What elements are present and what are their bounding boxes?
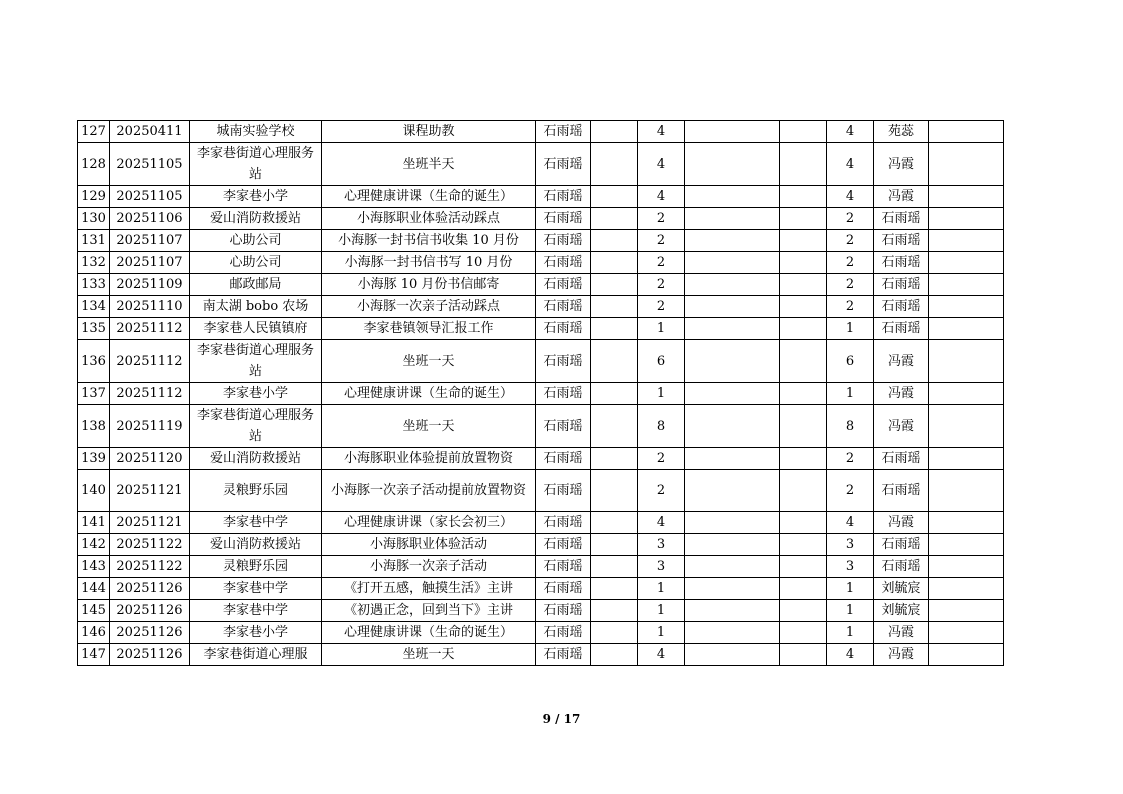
total-hours-cell: 3 xyxy=(827,556,874,578)
date-cell: 20251105 xyxy=(110,186,190,208)
row-number-cell: 145 xyxy=(78,600,110,622)
total-hours-cell: 1 xyxy=(827,600,874,622)
empty-cell-cell xyxy=(591,274,638,296)
row-number-cell: 144 xyxy=(78,578,110,600)
activity-content-cell: 小海豚一次亲子活动 xyxy=(322,556,536,578)
table-row xyxy=(78,121,1004,143)
empty-cell-cell xyxy=(780,578,827,600)
volunteer-name-cell: 石雨瑶 xyxy=(536,405,591,448)
activity-content-cell: 《打开五感，触摸生活》主讲 xyxy=(322,578,536,600)
empty-cell-cell xyxy=(929,644,1004,666)
empty-cell-cell xyxy=(685,230,780,252)
date-cell: 20251120 xyxy=(110,448,190,470)
empty-cell-cell xyxy=(929,252,1004,274)
date-cell: 20251126 xyxy=(110,644,190,666)
table-body xyxy=(78,121,1004,666)
reviewer-cell: 石雨瑶 xyxy=(874,296,929,318)
table-row xyxy=(78,252,1004,274)
empty-cell-cell xyxy=(929,578,1004,600)
empty-cell-cell xyxy=(685,448,780,470)
place-cell: 李家巷小学 xyxy=(190,186,322,208)
table-row xyxy=(78,186,1004,208)
hours-cell: 6 xyxy=(638,340,685,383)
date-cell: 20251122 xyxy=(110,556,190,578)
empty-cell-cell xyxy=(929,296,1004,318)
activity-content-cell: 《初遇正念，回到当下》主讲 xyxy=(322,600,536,622)
hours-cell: 2 xyxy=(638,448,685,470)
place-cell: 李家巷小学 xyxy=(190,622,322,644)
hours-cell: 4 xyxy=(638,121,685,143)
empty-cell-cell xyxy=(780,448,827,470)
table-row xyxy=(78,208,1004,230)
volunteer-name-cell: 石雨瑶 xyxy=(536,186,591,208)
table-row xyxy=(78,340,1004,383)
activity-content-cell: 小海豚职业体验活动 xyxy=(322,534,536,556)
empty-cell-cell xyxy=(591,318,638,340)
hours-cell: 2 xyxy=(638,252,685,274)
date-cell: 20250411 xyxy=(110,121,190,143)
empty-cell-cell xyxy=(929,274,1004,296)
empty-cell-cell xyxy=(929,600,1004,622)
volunteer-name-cell: 石雨瑶 xyxy=(536,578,591,600)
table-row xyxy=(78,534,1004,556)
hours-cell: 2 xyxy=(638,208,685,230)
place-cell: 李家巷人民镇镇府 xyxy=(190,318,322,340)
total-hours-cell: 2 xyxy=(827,230,874,252)
reviewer-cell: 石雨瑶 xyxy=(874,230,929,252)
activity-content-cell: 小海豚一封书信书收集 10 月份 xyxy=(322,230,536,252)
empty-cell-cell xyxy=(780,252,827,274)
empty-cell-cell xyxy=(685,470,780,512)
volunteer-name-cell: 石雨瑶 xyxy=(536,383,591,405)
date-cell: 20251126 xyxy=(110,578,190,600)
empty-cell-cell xyxy=(591,534,638,556)
empty-cell-cell xyxy=(685,340,780,383)
volunteer-name-cell: 石雨瑶 xyxy=(536,470,591,512)
empty-cell-cell xyxy=(591,448,638,470)
empty-cell-cell xyxy=(591,208,638,230)
activity-content-cell: 课程助教 xyxy=(322,121,536,143)
empty-cell-cell xyxy=(591,186,638,208)
hours-cell: 4 xyxy=(638,143,685,186)
total-hours-cell: 4 xyxy=(827,143,874,186)
hours-cell: 2 xyxy=(638,274,685,296)
empty-cell-cell xyxy=(780,622,827,644)
activity-content-cell: 李家巷镇领导汇报工作 xyxy=(322,318,536,340)
reviewer-cell: 冯霞 xyxy=(874,405,929,448)
empty-cell-cell xyxy=(929,470,1004,512)
total-hours-cell: 4 xyxy=(827,644,874,666)
empty-cell-cell xyxy=(780,470,827,512)
place-cell: 灵粮野乐园 xyxy=(190,470,322,512)
reviewer-cell: 石雨瑶 xyxy=(874,318,929,340)
empty-cell-cell xyxy=(780,600,827,622)
reviewer-cell: 石雨瑶 xyxy=(874,274,929,296)
empty-cell-cell xyxy=(929,143,1004,186)
empty-cell-cell xyxy=(929,448,1004,470)
row-number-cell: 134 xyxy=(78,296,110,318)
table-row xyxy=(78,448,1004,470)
row-number-cell: 131 xyxy=(78,230,110,252)
empty-cell-cell xyxy=(591,230,638,252)
table-row xyxy=(78,578,1004,600)
reviewer-cell: 冯霞 xyxy=(874,512,929,534)
row-number-cell: 128 xyxy=(78,143,110,186)
place-cell: 李家巷小学 xyxy=(190,383,322,405)
empty-cell-cell xyxy=(685,622,780,644)
hours-cell: 1 xyxy=(638,622,685,644)
reviewer-cell: 冯霞 xyxy=(874,186,929,208)
empty-cell-cell xyxy=(780,274,827,296)
reviewer-cell: 石雨瑶 xyxy=(874,208,929,230)
total-hours-cell: 2 xyxy=(827,274,874,296)
total-hours-cell: 3 xyxy=(827,534,874,556)
total-hours-cell: 1 xyxy=(827,383,874,405)
activity-content-cell: 小海豚职业体验提前放置物资 xyxy=(322,448,536,470)
table-row xyxy=(78,622,1004,644)
activity-content-cell: 小海豚一次亲子活动踩点 xyxy=(322,296,536,318)
volunteer-name-cell: 石雨瑶 xyxy=(536,230,591,252)
total-hours-cell: 8 xyxy=(827,405,874,448)
empty-cell-cell xyxy=(685,318,780,340)
empty-cell-cell xyxy=(929,121,1004,143)
table-row xyxy=(78,296,1004,318)
total-hours-cell: 4 xyxy=(827,121,874,143)
total-hours-cell: 2 xyxy=(827,448,874,470)
row-number-cell: 143 xyxy=(78,556,110,578)
row-number-cell: 133 xyxy=(78,274,110,296)
empty-cell-cell xyxy=(591,405,638,448)
table-row xyxy=(78,512,1004,534)
hours-cell: 2 xyxy=(638,296,685,318)
activity-content-cell: 小海豚职业体验活动踩点 xyxy=(322,208,536,230)
empty-cell-cell xyxy=(780,186,827,208)
empty-cell-cell xyxy=(685,296,780,318)
activity-content-cell: 小海豚一次亲子活动提前放置物资 xyxy=(322,470,536,512)
date-cell: 20251105 xyxy=(110,143,190,186)
place-cell: 李家巷中学 xyxy=(190,512,322,534)
page-number: 9 / 17 xyxy=(542,712,581,726)
total-hours-cell: 1 xyxy=(827,318,874,340)
empty-cell-cell xyxy=(685,556,780,578)
hours-cell: 3 xyxy=(638,534,685,556)
empty-cell-cell xyxy=(591,121,638,143)
place-cell: 城南实验学校 xyxy=(190,121,322,143)
empty-cell-cell xyxy=(685,208,780,230)
empty-cell-cell xyxy=(685,252,780,274)
activity-content-cell: 心理健康讲课（生命的诞生） xyxy=(322,186,536,208)
date-cell: 20251112 xyxy=(110,383,190,405)
empty-cell-cell xyxy=(685,644,780,666)
reviewer-cell: 石雨瑶 xyxy=(874,470,929,512)
table-row xyxy=(78,405,1004,448)
hours-cell: 1 xyxy=(638,600,685,622)
total-hours-cell: 6 xyxy=(827,340,874,383)
volunteer-name-cell: 石雨瑶 xyxy=(536,448,591,470)
empty-cell-cell xyxy=(591,556,638,578)
row-number-cell: 146 xyxy=(78,622,110,644)
hours-cell: 1 xyxy=(638,318,685,340)
place-cell: 李家巷中学 xyxy=(190,578,322,600)
volunteer-name-cell: 石雨瑶 xyxy=(536,534,591,556)
activity-content-cell: 坐班半天 xyxy=(322,143,536,186)
reviewer-cell: 冯霞 xyxy=(874,383,929,405)
volunteer-name-cell: 石雨瑶 xyxy=(536,340,591,383)
empty-cell-cell xyxy=(780,296,827,318)
place-cell: 心助公司 xyxy=(190,252,322,274)
empty-cell-cell xyxy=(591,340,638,383)
empty-cell-cell xyxy=(929,622,1004,644)
volunteer-name-cell: 石雨瑶 xyxy=(536,252,591,274)
row-number-cell: 136 xyxy=(78,340,110,383)
volunteer-name-cell: 石雨瑶 xyxy=(536,622,591,644)
place-cell: 李家巷街道心理服务站 xyxy=(190,405,322,448)
hours-cell: 1 xyxy=(638,383,685,405)
reviewer-cell: 冯霞 xyxy=(874,644,929,666)
total-hours-cell: 2 xyxy=(827,470,874,512)
empty-cell-cell xyxy=(780,512,827,534)
empty-cell-cell xyxy=(929,512,1004,534)
place-cell: 爱山消防救援站 xyxy=(190,208,322,230)
row-number-cell: 147 xyxy=(78,644,110,666)
activity-content-cell: 心理健康讲课（生命的诞生） xyxy=(322,622,536,644)
date-cell: 20251109 xyxy=(110,274,190,296)
row-number-cell: 142 xyxy=(78,534,110,556)
empty-cell-cell xyxy=(591,512,638,534)
hours-cell: 2 xyxy=(638,470,685,512)
volunteer-name-cell: 石雨瑶 xyxy=(536,143,591,186)
date-cell: 20251112 xyxy=(110,340,190,383)
volunteer-name-cell: 石雨瑶 xyxy=(536,600,591,622)
volunteer-name-cell: 石雨瑶 xyxy=(536,644,591,666)
row-number-cell: 127 xyxy=(78,121,110,143)
volunteer-hours-table xyxy=(77,120,1004,666)
row-number-cell: 139 xyxy=(78,448,110,470)
empty-cell-cell xyxy=(780,383,827,405)
total-hours-cell: 1 xyxy=(827,578,874,600)
empty-cell-cell xyxy=(591,252,638,274)
reviewer-cell: 冯霞 xyxy=(874,340,929,383)
place-cell: 南太湖 bobo 农场 xyxy=(190,296,322,318)
empty-cell-cell xyxy=(591,644,638,666)
reviewer-cell: 冯霞 xyxy=(874,143,929,186)
empty-cell-cell xyxy=(591,383,638,405)
empty-cell-cell xyxy=(685,512,780,534)
date-cell: 20251112 xyxy=(110,318,190,340)
date-cell: 20251126 xyxy=(110,622,190,644)
date-cell: 20251106 xyxy=(110,208,190,230)
empty-cell-cell xyxy=(591,578,638,600)
total-hours-cell: 1 xyxy=(827,622,874,644)
empty-cell-cell xyxy=(780,143,827,186)
volunteer-name-cell: 石雨瑶 xyxy=(536,296,591,318)
empty-cell-cell xyxy=(780,644,827,666)
empty-cell-cell xyxy=(685,405,780,448)
reviewer-cell: 石雨瑶 xyxy=(874,534,929,556)
volunteer-name-cell: 石雨瑶 xyxy=(536,556,591,578)
empty-cell-cell xyxy=(780,534,827,556)
empty-cell-cell xyxy=(780,318,827,340)
date-cell: 20251122 xyxy=(110,534,190,556)
empty-cell-cell xyxy=(685,600,780,622)
empty-cell-cell xyxy=(780,121,827,143)
hours-cell: 1 xyxy=(638,578,685,600)
table-row xyxy=(78,274,1004,296)
table-row xyxy=(78,230,1004,252)
empty-cell-cell xyxy=(591,143,638,186)
row-number-cell: 137 xyxy=(78,383,110,405)
empty-cell-cell xyxy=(929,186,1004,208)
hours-cell: 2 xyxy=(638,230,685,252)
reviewer-cell: 冯霞 xyxy=(874,622,929,644)
empty-cell-cell xyxy=(780,556,827,578)
reviewer-cell: 石雨瑶 xyxy=(874,252,929,274)
empty-cell-cell xyxy=(685,274,780,296)
reviewer-cell: 刘毓宸 xyxy=(874,600,929,622)
total-hours-cell: 4 xyxy=(827,512,874,534)
date-cell: 20251126 xyxy=(110,600,190,622)
date-cell: 20251107 xyxy=(110,230,190,252)
empty-cell-cell xyxy=(780,208,827,230)
empty-cell-cell xyxy=(929,230,1004,252)
empty-cell-cell xyxy=(929,556,1004,578)
date-cell: 20251119 xyxy=(110,405,190,448)
empty-cell-cell xyxy=(591,296,638,318)
place-cell: 李家巷街道心理服务站 xyxy=(190,143,322,186)
table-row xyxy=(78,556,1004,578)
place-cell: 李家巷街道心理服务站 xyxy=(190,340,322,383)
table-row xyxy=(78,318,1004,340)
table-row xyxy=(78,644,1004,666)
activity-content-cell: 坐班一天 xyxy=(322,340,536,383)
table-row xyxy=(78,470,1004,512)
place-cell: 李家巷中学 xyxy=(190,600,322,622)
activity-content-cell: 小海豚 10 月份书信邮寄 xyxy=(322,274,536,296)
row-number-cell: 129 xyxy=(78,186,110,208)
volunteer-name-cell: 石雨瑶 xyxy=(536,208,591,230)
place-cell: 灵粮野乐园 xyxy=(190,556,322,578)
row-number-cell: 132 xyxy=(78,252,110,274)
hours-cell: 4 xyxy=(638,644,685,666)
volunteer-name-cell: 石雨瑶 xyxy=(536,121,591,143)
row-number-cell: 138 xyxy=(78,405,110,448)
empty-cell-cell xyxy=(591,470,638,512)
activity-content-cell: 心理健康讲课（家长会初三） xyxy=(322,512,536,534)
activity-content-cell: 坐班一天 xyxy=(322,644,536,666)
total-hours-cell: 2 xyxy=(827,296,874,318)
activity-content-cell: 坐班一天 xyxy=(322,405,536,448)
volunteer-name-cell: 石雨瑶 xyxy=(536,318,591,340)
empty-cell-cell xyxy=(685,143,780,186)
empty-cell-cell xyxy=(929,405,1004,448)
place-cell: 邮政邮局 xyxy=(190,274,322,296)
empty-cell-cell xyxy=(780,405,827,448)
place-cell: 李家巷街道心理服 xyxy=(190,644,322,666)
empty-cell-cell xyxy=(929,318,1004,340)
empty-cell-cell xyxy=(929,208,1004,230)
hours-cell: 8 xyxy=(638,405,685,448)
date-cell: 20251110 xyxy=(110,296,190,318)
empty-cell-cell xyxy=(591,600,638,622)
row-number-cell: 135 xyxy=(78,318,110,340)
total-hours-cell: 2 xyxy=(827,252,874,274)
empty-cell-cell xyxy=(591,622,638,644)
table-row xyxy=(78,143,1004,186)
date-cell: 20251121 xyxy=(110,512,190,534)
row-number-cell: 141 xyxy=(78,512,110,534)
empty-cell-cell xyxy=(929,534,1004,556)
hours-cell: 3 xyxy=(638,556,685,578)
row-number-cell: 130 xyxy=(78,208,110,230)
table-row xyxy=(78,383,1004,405)
empty-cell-cell xyxy=(685,534,780,556)
empty-cell-cell xyxy=(685,121,780,143)
empty-cell-cell xyxy=(685,186,780,208)
reviewer-cell: 石雨瑶 xyxy=(874,448,929,470)
volunteer-name-cell: 石雨瑶 xyxy=(536,512,591,534)
place-cell: 心助公司 xyxy=(190,230,322,252)
empty-cell-cell xyxy=(685,383,780,405)
empty-cell-cell xyxy=(780,230,827,252)
reviewer-cell: 苑蕊 xyxy=(874,121,929,143)
table-row xyxy=(78,600,1004,622)
place-cell: 爱山消防救援站 xyxy=(190,448,322,470)
reviewer-cell: 刘毓宸 xyxy=(874,578,929,600)
date-cell: 20251107 xyxy=(110,252,190,274)
empty-cell-cell xyxy=(780,340,827,383)
reviewer-cell: 石雨瑶 xyxy=(874,556,929,578)
empty-cell-cell xyxy=(929,383,1004,405)
volunteer-name-cell: 石雨瑶 xyxy=(536,274,591,296)
row-number-cell: 140 xyxy=(78,470,110,512)
activity-content-cell: 小海豚一封书信书写 10 月份 xyxy=(322,252,536,274)
date-cell: 20251121 xyxy=(110,470,190,512)
total-hours-cell: 2 xyxy=(827,208,874,230)
empty-cell-cell xyxy=(929,340,1004,383)
hours-cell: 4 xyxy=(638,512,685,534)
empty-cell-cell xyxy=(685,578,780,600)
place-cell: 爱山消防救援站 xyxy=(190,534,322,556)
hours-cell: 4 xyxy=(638,186,685,208)
total-hours-cell: 4 xyxy=(827,186,874,208)
activity-content-cell: 心理健康讲课（生命的诞生） xyxy=(322,383,536,405)
